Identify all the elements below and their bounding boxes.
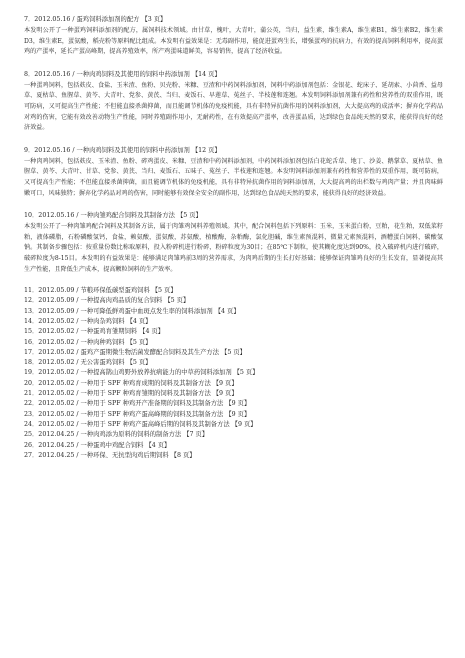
list-item: 20．2012.05.02 / 一种用于 SPF 种鸡育成期的饲料及其制备方法 【9 页】 xyxy=(24,379,238,387)
entry-abstract: 本发明公开了一种肉雏鸡配合饲料及其制备方法，属于肉雏鸡饲料养殖领域。其中，配合饲料包括下列原料：玉米，玉米蛋白粉，豆粕，花生粕，双低菜籽粕，液体磷脂，石粉磷酸氢钙，食盐，赖氨酸，蛋氨酸，苏氨酸，植酸酶，杂粕酶，氯化胆碱，维生素预混料，微量元素预混料，酒糟蛋白饲料，碳酸氢钠。其制备步骤包括：按重量份数比称取原料，投入粉碎机进行粉碎，粉碎粒度为30目；在85℃下制粒，使其糊化度达到90%，投入破碎机内进行破碎，破碎粒度为8-15目。本发明的有益效果是：能够满足肉雏鸡前3周的营养需求，为肉鸡后期的生长打好基础；能够保证肉雏鸡良好的生长发育，显著提高其生产性能，且降低生产成本，提高颗粒饲料的生产效率。 xyxy=(24,223,443,273)
list-item: 17．2012.05.02 / 蛋鸡产蛋期微生物活菌发酵配合饲料及其生产方法 【5 页】 xyxy=(24,348,246,356)
list-item: 27．2012.04.25 / 一种环保、无抗型肉鸡后期饲料 【8 页】 xyxy=(24,451,196,459)
list-item: 11．2012.05.09 / 节粮环保低碳型蛋鸡饲料 【5 页】 xyxy=(24,287,177,295)
entry-title: 9．2012.05.16 / 一种肉鸡饲料及其使用的饲料中药添加剂 【12 页】 xyxy=(24,146,221,154)
patent-title-list xyxy=(24,286,443,461)
list-item: 14．2012.05.02 / 一种肉杂鸡饲料 【4 页】 xyxy=(24,317,152,325)
patent-entry-9 xyxy=(24,145,443,199)
list-item: 23．2012.05.02 / 一种用于 SPF 种鸡产蛋高峰期的饲料及其制备方法 【9 页】 xyxy=(24,410,251,418)
list-item: 13．2012.05.09 / 一种可降低鲜鸡蛋中血斑点发生率的饲料添加剂 【4 页】 xyxy=(24,307,240,315)
list-item: 22．2012.05.02 / 一种用于 SPF 种鸡开产准备期的饲料及其制备方法 【9 页】 xyxy=(24,400,251,408)
entry-title: 8．2012.05.16 / 一种肉鸡饲料及其使用的饲料中药添加剂 【14 页】 xyxy=(24,70,221,78)
entry-abstract: 一种肉鸡饲料，包括麸皮、玉米渣、鱼粉、碎鸡蛋皮、米糠、豆渣和中药饲料添加剂，中药饲料添加剂包括白花蛇舌草、地丁、沙姜、鹅掌草、夏枯草、鱼腥草、黄芩、大青叶、甘草、党参、黄芪、当归、麦饭石、五味子、菟丝子、半枝莲和连翘。本发明饲料添加剂兼有药性和营养性的双重作用，既可防病，又可提高生产性能；不但能直接杀菌抑菌，而且能调节机体的免疫机能，具有非特异抗菌作用的饲料添加剂，大大提高鸡的出栏数与鸡肉产量；并且肉味鲜嫩可口，风味独特；摒弃化学药品对鸡的伤害，同时能够有效保全安全的副作用，达到绿色食品纯天然的要求，能获得良好的经济效益。 xyxy=(24,157,443,197)
list-item: 19．2012.05.02 / 一种提高鹊山鸡野外放养抗病能力的中草药饲料添加剂 【5 页】 xyxy=(24,369,259,377)
list-item: 26．2012.04.25 / 一种蛋鸡中鸡配合饲料 【4 页】 xyxy=(24,441,171,449)
patent-entry-8 xyxy=(24,69,443,134)
entry-abstract: 一种蛋鸡饲料，包括麸皮、食盐、玉米渣、鱼粉、贝壳粉、米糠、豆渣和中药饲料添加剂，饲料中药添加剂包括：金银花、蛇床子、延胡索、小茴香、益母草、夏枯草、鱼腥草、黄芩、大青叶、党参、黄芪、当归、麦饭石、早莲草、菟丝子、半枝莲和连翘。本发明饲料添加剂兼有药性和营养性的双重作用，既可防病，又可提高生产性能；不但能直接杀菌抑菌，而且能调节机体的免疫机能，具有非特异抗菌作用的饲料添加剂，大大提高鸡的成活率；摒弃化学药品对鸡的伤害，它能有效改善动物生产性能，同时养殖副作用小，无耐药性，在有效提高产蛋率，改善蛋品质，达到绿色食品纯天然的要求，能获得良好的经济效益。 xyxy=(24,81,443,132)
entry-title: 10．2012.05.16 / 一种肉雏鸡配合饲料及其制备方法 【5 页】 xyxy=(24,212,202,220)
list-item: 16．2012.05.02 / 一种肉种鸡饲料 【5 页】 xyxy=(24,338,152,346)
entry-abstract: 本发明公开了一种蛋鸡饲料添加剂的配方，属饲料技术领域。由甘草，槐叶，大青叶，蒲公英，当归，益生素，维生素A，维生素B1，维生素B2，维生素D3，维生素E，蛋氨酸，稻壳粉等原料配比组成。本发明有益效果是：无毒副作用，能促进蛋鸡生长，增强蛋鸡的抗病力，有效的提高饲料利用率，提高蛋鸡的产蛋率，延长产蛋高峰期，提高养殖效率，所产鸡蛋味道鲜美，容易销售，提高了经济收益。 xyxy=(24,27,443,56)
list-item: 21．2012.05.02 / 一种用于 SPF 种鸡育雏期的饲料及其制备方法 【9 页】 xyxy=(24,390,238,398)
list-item: 25．2012.04.25 / 一种肉鸡添为原料的饲料的制备方法 【7 页】 xyxy=(24,431,209,439)
list-item: 15．2012.05.02 / 一种蛋鸡育雏期饲料 【4 页】 xyxy=(24,328,165,336)
patent-entry-10 xyxy=(24,210,443,275)
list-item: 12．2012.05.09 / 一种提高肉鸡品质的复合饲料 【5 页】 xyxy=(24,297,190,305)
patent-entry-7 xyxy=(24,14,443,58)
list-item: 18．2012.05.02 / 无公害蛋鸡饲料 【5 页】 xyxy=(24,359,152,367)
entry-title: 7．2012.05.16 / 蛋鸡饲料添加剂的配方 【3 页】 xyxy=(24,16,167,23)
list-item: 24．2012.05.02 / 一种用于 SPF 种鸡产蛋高峰后期的饲料及其制备方法 【9 页】 xyxy=(24,420,257,428)
